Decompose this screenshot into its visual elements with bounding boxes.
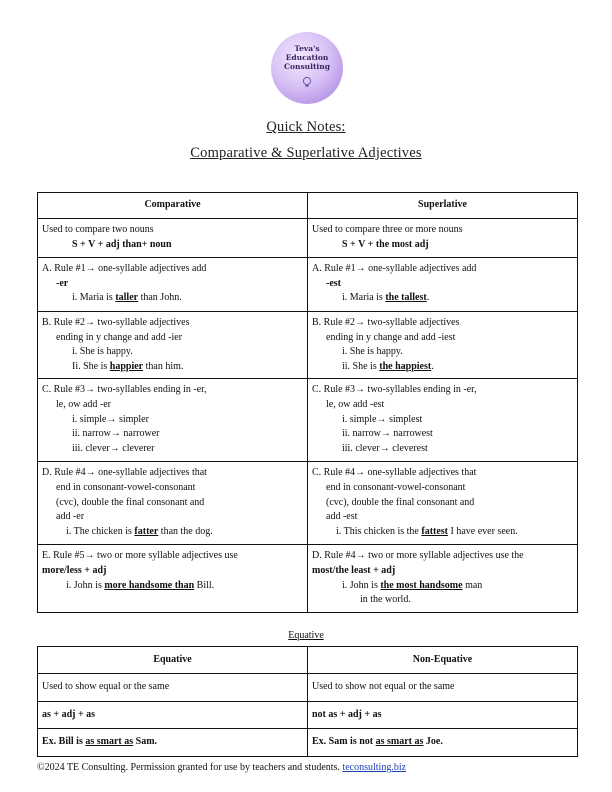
rule-text: add -est — [326, 511, 358, 523]
example-text: man — [462, 579, 483, 591]
superlative-rule-3 — [308, 379, 578, 462]
example-text: i. John is — [342, 579, 381, 591]
header-equative: Equative — [38, 647, 308, 674]
website-link[interactable]: teconsulting.biz — [342, 762, 407, 773]
example-text: Joe. — [423, 736, 443, 748]
logo — [271, 32, 343, 104]
rule-text: ending in y change and add -ier — [56, 331, 183, 343]
example: i. simple→ simplest — [342, 413, 423, 425]
example-key: taller — [115, 292, 139, 304]
rule-formula: most/the least + adj — [312, 564, 396, 576]
example: i. simple→ simpler — [72, 413, 149, 425]
non-equative-formula — [308, 701, 578, 729]
example — [312, 360, 573, 375]
header-comparative: Comparative — [38, 193, 308, 219]
rule-text — [312, 564, 573, 579]
example-text: I have ever seen. — [448, 525, 518, 537]
comparative-intro: Used to compare two nouns — [42, 224, 154, 235]
example-text: . — [426, 292, 430, 304]
rule-text — [312, 277, 573, 292]
comparative-rule-5 — [38, 545, 308, 612]
example: ii. narrow→ narrowest — [342, 428, 433, 440]
superlative-rule-2 — [308, 312, 578, 379]
rule-text: D. Rule #4→ two or more syllable adjectives use the — [312, 550, 524, 562]
example-key: fattest — [421, 525, 449, 537]
example: i. She is happy. — [72, 346, 133, 358]
comparative-rule-4 — [38, 462, 308, 545]
example: i. She is happy. — [342, 346, 403, 358]
suffix: -est — [326, 277, 341, 289]
rule-text: ending in y change and add -iest — [326, 331, 456, 343]
rule-text: C. Rule #3→ two-syllables ending in -er, — [312, 384, 477, 396]
header-superlative: Superlative — [308, 193, 578, 219]
formula-text: as + adj + as — [42, 708, 96, 720]
copyright-text: ©2024 TE Consulting. Permission granted for use by teachers and students. — [37, 762, 343, 773]
rule-text: A. Rule #1→ one-syllable adjectives add — [312, 263, 477, 274]
lightbulb-icon — [301, 76, 313, 88]
superlative-rule-1 — [308, 258, 578, 312]
example-key: as smart as — [85, 736, 134, 748]
superlative-intro: Used to compare three or more nouns — [312, 224, 463, 235]
comparative-intro-cell — [38, 219, 308, 258]
example — [42, 579, 303, 594]
example-text: i. John is — [66, 579, 105, 591]
example-text: i. Maria is — [72, 292, 116, 304]
rule-text: end in consonant-vowel-consonant — [326, 481, 466, 493]
example — [312, 291, 573, 306]
example-key: as smart as — [375, 736, 424, 748]
rule-text: A. Rule #1→ one-syllable adjectives add — [42, 263, 207, 274]
example-key: fatter — [134, 525, 159, 537]
rule-text: add -er — [56, 511, 85, 523]
example-key: more handsome than — [104, 579, 195, 591]
example — [42, 360, 303, 375]
rule-text: C. Rule #3→ two-syllables ending in -er, — [42, 384, 207, 396]
comparative-rule-1 — [38, 258, 308, 312]
equative-section-title: Equative — [288, 630, 324, 641]
example: in the world. — [360, 594, 411, 606]
example — [42, 525, 303, 540]
rule-text: (cvc), double the final consonant and — [326, 496, 475, 508]
rule-text: le, ow add -est — [326, 398, 385, 410]
equative-formula — [38, 701, 308, 729]
equative-table — [37, 646, 578, 757]
logo-line-2: Education — [285, 53, 329, 62]
example-key: the tallest — [385, 292, 427, 304]
example-text: than John. — [138, 292, 182, 304]
rule-text: (cvc), double the final consonant and — [56, 496, 205, 508]
superlative-rule-4 — [308, 462, 578, 545]
rule-text: end in consonant-vowel-consonant — [56, 481, 196, 493]
rule-text — [42, 564, 303, 579]
page-title: Quick Notes: — [266, 119, 346, 135]
non-equative-example — [308, 729, 578, 757]
comparative-rule-2 — [38, 312, 308, 379]
superlative-formula: S + V + the most adj — [342, 238, 429, 250]
example: iii. clever→ cleverer — [72, 442, 155, 454]
example — [42, 291, 303, 306]
example — [312, 579, 573, 594]
rule-text: le, ow add -er — [56, 398, 111, 410]
page-subtitle: Comparative & Superlative Adjectives — [190, 145, 422, 161]
rule-text: B. Rule #2→ two-syllable adjectives — [42, 317, 190, 328]
logo-line-3: Consulting — [284, 62, 330, 71]
rule-formula: more/less + adj — [42, 564, 107, 576]
non-equative-usage: Used to show not equal or the same — [308, 674, 578, 702]
rule-text: C. Rule #4→ one-syllable adjectives that — [312, 467, 477, 479]
example — [312, 525, 573, 540]
example-text: Ii. She is — [72, 360, 110, 372]
example-text: Ex. Bill is — [42, 736, 86, 748]
example-key: the happiest — [379, 360, 432, 372]
formula-text: not as + adj + as — [312, 708, 382, 720]
example-text: Ex. Sam is not — [312, 736, 376, 748]
example-key: happier — [109, 360, 144, 372]
rule-text: E. Rule #5→ two or more syllable adjectives use — [42, 550, 238, 562]
rule-text — [42, 277, 303, 292]
comparison-table — [37, 192, 578, 613]
example: iii. clever→ cleverest — [342, 442, 428, 454]
superlative-intro-cell — [308, 219, 578, 258]
equative-usage: Used to show equal or the same — [38, 674, 308, 702]
example: ii. narrow→ narrower — [72, 428, 160, 440]
example-text: Bill. — [194, 579, 215, 591]
header-non-equative: Non-Equative — [308, 647, 578, 674]
equative-example — [38, 729, 308, 757]
example-text: i. The chicken is — [66, 525, 135, 537]
superlative-rule-5 — [308, 545, 578, 612]
logo-line-1: Teva's — [294, 44, 320, 53]
suffix: -er — [56, 277, 69, 289]
rule-text: B. Rule #2→ two-syllable adjectives — [312, 317, 460, 328]
example-key: the most handsome — [380, 579, 463, 591]
rule-text: D. Rule #4→ one-syllable adjectives that — [42, 467, 207, 479]
comparative-formula: S + V + adj than+ noun — [72, 238, 172, 250]
example-text: i. This chicken is the — [336, 525, 422, 537]
example-text: . — [431, 360, 434, 372]
comparative-rule-3 — [38, 379, 308, 462]
example-text: than the dog. — [158, 525, 213, 537]
example-text: ii. She is — [342, 360, 380, 372]
example-text: than him. — [143, 360, 184, 372]
example-text: i. Maria is — [342, 292, 386, 304]
footer — [37, 762, 406, 773]
example-text: Sam. — [133, 736, 158, 748]
